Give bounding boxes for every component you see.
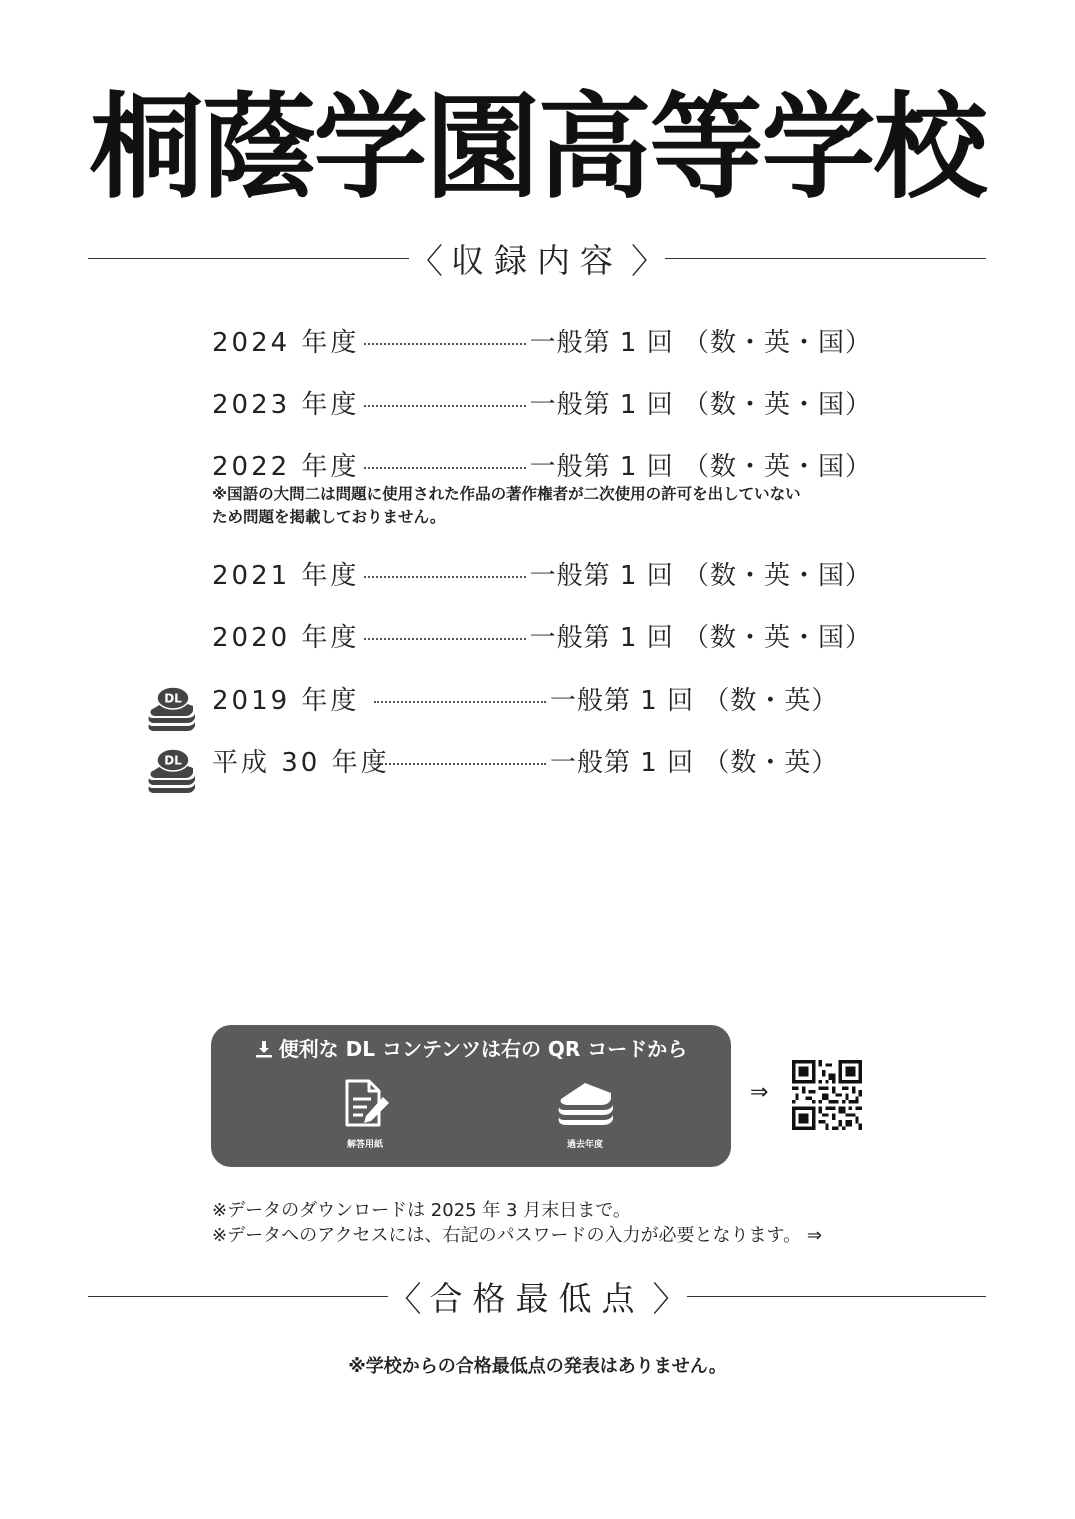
bracket-open: 〈: [409, 241, 443, 282]
entry-year: 2020 年度: [212, 622, 360, 653]
entry-year: 2022 年度: [212, 451, 360, 482]
qr-code[interactable]: [792, 1060, 862, 1130]
page-title: 桐蔭学園高等学校: [89, 81, 986, 214]
contents-entry: [212, 446, 872, 482]
entry-year: 2023 年度: [212, 389, 360, 420]
download-books-icon: [143, 684, 199, 736]
download-box-title: [211, 1033, 731, 1062]
entry-exam: 一般第 1 回 （数・英・国）: [529, 327, 872, 358]
dl-badge-label: DL: [164, 753, 182, 768]
leader-dots: [374, 763, 546, 765]
leader-dots: [364, 343, 525, 345]
download-deadline-note: ※データのダウンロードは 2025 年 3 月末日まで。: [212, 1200, 631, 1221]
contents-entry: [212, 384, 872, 420]
leader-dots: [374, 701, 546, 703]
entry-exam: 一般第 1 回 （数・英・国）: [529, 560, 872, 591]
password-note: ※データへのアクセスには、右記のパスワードの入力が必要となります。 ⇒: [212, 1225, 822, 1246]
entry-year: 2024 年度: [212, 327, 360, 358]
divider-left: [88, 1296, 388, 1297]
entry-year: 平成 30 年度: [212, 747, 390, 778]
leader-dots: [364, 576, 525, 578]
qr-arrow: ⇒: [750, 1080, 769, 1105]
leader-dots: [364, 638, 525, 640]
books-icon: [555, 1077, 615, 1131]
entry-exam: 一般第 1 回 （数・英・国）: [529, 451, 872, 482]
contents-heading: 収録内容: [451, 240, 623, 280]
passing-section-header: [88, 1276, 986, 1320]
contents-entry: [212, 617, 872, 653]
contents-entry: [212, 322, 872, 358]
dl-badge-label: DL: [164, 691, 182, 706]
answer-sheet-icon: [337, 1077, 393, 1131]
passing-score-note: ※学校からの合格最低点の発表はありません。: [348, 1356, 727, 1377]
note-line: ※国語の大問二は問題に使用された作品の著作権者が二次使用の許可を出していない: [212, 485, 801, 503]
download-box-title-text: 便利な DL コンテンツは右の QR コードから: [278, 1037, 688, 1061]
contents-entry: [212, 742, 872, 778]
bracket-open: 〈: [387, 1279, 422, 1320]
leader-dots: [364, 405, 525, 407]
note-2022: [212, 483, 872, 529]
entry-exam: 一般第 1 回 （数・英・国）: [529, 389, 872, 420]
past-years-item: [525, 1077, 645, 1150]
passing-heading: 合格最低点: [429, 1278, 645, 1318]
note-line: ため問題を掲載しておりません。: [212, 508, 446, 526]
entry-year: 2019 年度: [212, 685, 360, 716]
download-books-icon: [143, 746, 199, 798]
entry-exam: 一般第 1 回 （数・英）: [550, 685, 839, 716]
contents-entry: [212, 555, 872, 591]
bracket-close: 〉: [652, 1279, 687, 1320]
answer-sheet-item: [305, 1077, 425, 1150]
download-content-box: [211, 1025, 731, 1167]
entry-year: 2021 年度: [212, 560, 360, 591]
entry-exam: 一般第 1 回 （数・英）: [550, 747, 839, 778]
download-icon: [255, 1040, 273, 1058]
divider-right: [687, 1296, 987, 1297]
answer-sheet-label: 解答用紙: [346, 1140, 383, 1150]
contents-entry: [212, 680, 872, 716]
past-years-label: 過去年度: [566, 1140, 603, 1150]
entry-exam: 一般第 1 回 （数・英・国）: [529, 622, 872, 653]
bracket-close: 〉: [631, 241, 665, 282]
leader-dots: [364, 467, 525, 469]
